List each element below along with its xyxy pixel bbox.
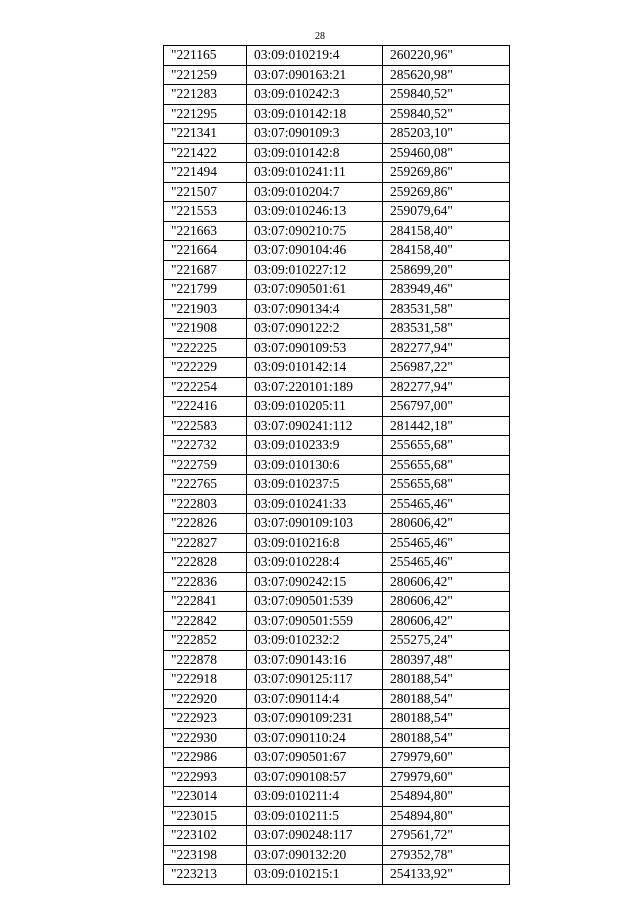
amount-cell: 280397,48" xyxy=(383,650,510,670)
id-cell: "222918 xyxy=(164,670,247,690)
cadastral-number-cell: 03:09:010211:5 xyxy=(247,806,383,826)
table-row xyxy=(164,826,510,846)
table-row xyxy=(164,455,510,475)
amount-cell: 280188,54" xyxy=(383,689,510,709)
table-row xyxy=(164,650,510,670)
id-cell: "221341 xyxy=(164,124,247,144)
table-row xyxy=(164,416,510,436)
amount-cell: 256987,22" xyxy=(383,358,510,378)
table-row xyxy=(164,104,510,124)
table-row xyxy=(164,533,510,553)
id-cell: "221165 xyxy=(164,46,247,66)
amount-cell: 280188,54" xyxy=(383,728,510,748)
id-cell: "222828 xyxy=(164,553,247,573)
id-cell: "223015 xyxy=(164,806,247,826)
amount-cell: 280606,42" xyxy=(383,514,510,534)
table-row xyxy=(164,709,510,729)
amount-cell: 255465,46" xyxy=(383,533,510,553)
id-cell: "222803 xyxy=(164,494,247,514)
amount-cell: 279979,60" xyxy=(383,767,510,787)
id-cell: "221259 xyxy=(164,65,247,85)
id-cell: "222841 xyxy=(164,592,247,612)
id-cell: "221687 xyxy=(164,260,247,280)
cadastral-number-cell: 03:09:010142:8 xyxy=(247,143,383,163)
cadastral-number-cell: 03:07:090163:21 xyxy=(247,65,383,85)
cadastral-number-cell: 03:07:090210:75 xyxy=(247,221,383,241)
cadastral-number-cell: 03:09:010219:4 xyxy=(247,46,383,66)
id-cell: "221422 xyxy=(164,143,247,163)
amount-cell: 255655,68" xyxy=(383,475,510,495)
cadastral-number-cell: 03:07:090501:539 xyxy=(247,592,383,612)
table-row xyxy=(164,241,510,261)
cadastral-number-cell: 03:09:010241:11 xyxy=(247,163,383,183)
cadastral-number-cell: 03:09:010227:12 xyxy=(247,260,383,280)
id-cell: "222732 xyxy=(164,436,247,456)
id-cell: "221663 xyxy=(164,221,247,241)
cadastral-number-cell: 03:09:010241:33 xyxy=(247,494,383,514)
table-row xyxy=(164,494,510,514)
id-cell: "222836 xyxy=(164,572,247,592)
id-cell: "223198 xyxy=(164,845,247,865)
table-row xyxy=(164,845,510,865)
id-cell: "222827 xyxy=(164,533,247,553)
cadastral-number-cell: 03:09:010130:6 xyxy=(247,455,383,475)
cadastral-number-cell: 03:07:090501:61 xyxy=(247,280,383,300)
id-cell: "222842 xyxy=(164,611,247,631)
cadastral-number-cell: 03:09:010142:18 xyxy=(247,104,383,124)
amount-cell: 254133,92" xyxy=(383,865,510,885)
table-row xyxy=(164,611,510,631)
cadastral-number-cell: 03:09:010204:7 xyxy=(247,182,383,202)
table-row xyxy=(164,85,510,105)
table-row xyxy=(164,202,510,222)
id-cell: "221664 xyxy=(164,241,247,261)
table-row xyxy=(164,65,510,85)
table-row xyxy=(164,728,510,748)
cadastral-number-cell: 03:07:090241:112 xyxy=(247,416,383,436)
cadastral-number-cell: 03:07:090109:103 xyxy=(247,514,383,534)
amount-cell: 284158,40" xyxy=(383,241,510,261)
table-row xyxy=(164,221,510,241)
amount-cell: 279352,78" xyxy=(383,845,510,865)
cadastral-number-cell: 03:07:090109:231 xyxy=(247,709,383,729)
id-cell: "222878 xyxy=(164,650,247,670)
amount-cell: 255275,24" xyxy=(383,631,510,651)
amount-cell: 259269,86" xyxy=(383,163,510,183)
table-row xyxy=(164,436,510,456)
amount-cell: 259079,64" xyxy=(383,202,510,222)
data-table xyxy=(163,45,510,885)
amount-cell: 259460,08" xyxy=(383,143,510,163)
page-number: 28 xyxy=(315,31,325,42)
amount-cell: 280188,54" xyxy=(383,709,510,729)
table-row xyxy=(164,163,510,183)
cadastral-number-cell: 03:07:090143:16 xyxy=(247,650,383,670)
id-cell: "223213 xyxy=(164,865,247,885)
table-row xyxy=(164,280,510,300)
cadastral-number-cell: 03:07:090109:53 xyxy=(247,338,383,358)
cadastral-number-cell: 03:07:090122:2 xyxy=(247,319,383,339)
cadastral-number-cell: 03:09:010216:8 xyxy=(247,533,383,553)
id-cell: "223102 xyxy=(164,826,247,846)
id-cell: "221908 xyxy=(164,319,247,339)
table-row xyxy=(164,553,510,573)
table-row xyxy=(164,182,510,202)
amount-cell: 258699,20" xyxy=(383,260,510,280)
cadastral-number-cell: 03:07:090109:3 xyxy=(247,124,383,144)
amount-cell: 259840,52" xyxy=(383,85,510,105)
table-row xyxy=(164,299,510,319)
cadastral-number-cell: 03:07:090125:117 xyxy=(247,670,383,690)
table-row xyxy=(164,689,510,709)
amount-cell: 259269,86" xyxy=(383,182,510,202)
table-row xyxy=(164,572,510,592)
cadastral-number-cell: 03:07:090132:20 xyxy=(247,845,383,865)
table-row xyxy=(164,124,510,144)
table-row xyxy=(164,358,510,378)
amount-cell: 280188,54" xyxy=(383,670,510,690)
amount-cell: 280606,42" xyxy=(383,611,510,631)
amount-cell: 283531,58" xyxy=(383,299,510,319)
id-cell: "222826 xyxy=(164,514,247,534)
amount-cell: 255655,68" xyxy=(383,436,510,456)
amount-cell: 280606,42" xyxy=(383,572,510,592)
cadastral-number-cell: 03:09:010228:4 xyxy=(247,553,383,573)
table-row xyxy=(164,514,510,534)
id-cell: "222759 xyxy=(164,455,247,475)
cadastral-number-cell: 03:09:010205:11 xyxy=(247,397,383,417)
table-row xyxy=(164,670,510,690)
table-row xyxy=(164,377,510,397)
id-cell: "222920 xyxy=(164,689,247,709)
amount-cell: 285620,98" xyxy=(383,65,510,85)
cadastral-number-cell: 03:09:010142:14 xyxy=(247,358,383,378)
id-cell: "222986 xyxy=(164,748,247,768)
cadastral-number-cell: 03:09:010242:3 xyxy=(247,85,383,105)
id-cell: "222852 xyxy=(164,631,247,651)
cadastral-number-cell: 03:07:090501:559 xyxy=(247,611,383,631)
amount-cell: 282277,94" xyxy=(383,338,510,358)
table-row xyxy=(164,865,510,885)
table-row xyxy=(164,397,510,417)
table-row xyxy=(164,806,510,826)
amount-cell: 255465,46" xyxy=(383,553,510,573)
id-cell: "221295 xyxy=(164,104,247,124)
table-row xyxy=(164,748,510,768)
table-row xyxy=(164,338,510,358)
id-cell: "223014 xyxy=(164,787,247,807)
cadastral-number-cell: 03:07:090108:57 xyxy=(247,767,383,787)
amount-cell: 280606,42" xyxy=(383,592,510,612)
amount-cell: 279561,72" xyxy=(383,826,510,846)
amount-cell: 254894,80" xyxy=(383,806,510,826)
amount-cell: 260220,96" xyxy=(383,46,510,66)
id-cell: "222254 xyxy=(164,377,247,397)
cadastral-number-cell: 03:09:010246:13 xyxy=(247,202,383,222)
amount-cell: 254894,80" xyxy=(383,787,510,807)
amount-cell: 259840,52" xyxy=(383,104,510,124)
id-cell: "222923 xyxy=(164,709,247,729)
cadastral-number-cell: 03:07:090110:24 xyxy=(247,728,383,748)
id-cell: "222225 xyxy=(164,338,247,358)
cadastral-number-cell: 03:07:090242:15 xyxy=(247,572,383,592)
cadastral-number-cell: 03:07:090248:117 xyxy=(247,826,383,846)
table-row xyxy=(164,475,510,495)
cadastral-number-cell: 03:09:010211:4 xyxy=(247,787,383,807)
cadastral-number-cell: 03:09:010237:5 xyxy=(247,475,383,495)
amount-cell: 255465,46" xyxy=(383,494,510,514)
cadastral-number-cell: 03:07:220101:189 xyxy=(247,377,383,397)
cadastral-number-cell: 03:07:090501:67 xyxy=(247,748,383,768)
table-row xyxy=(164,787,510,807)
amount-cell: 282277,94" xyxy=(383,377,510,397)
cadastral-number-cell: 03:09:010215:1 xyxy=(247,865,383,885)
amount-cell: 283531,58" xyxy=(383,319,510,339)
id-cell: "222765 xyxy=(164,475,247,495)
amount-cell: 284158,40" xyxy=(383,221,510,241)
table-row xyxy=(164,46,510,66)
id-cell: "221903 xyxy=(164,299,247,319)
amount-cell: 279979,60" xyxy=(383,748,510,768)
id-cell: "222993 xyxy=(164,767,247,787)
amount-cell: 285203,10" xyxy=(383,124,510,144)
cadastral-number-cell: 03:07:090134:4 xyxy=(247,299,383,319)
amount-cell: 256797,00" xyxy=(383,397,510,417)
table-row xyxy=(164,631,510,651)
id-cell: "221283 xyxy=(164,85,247,105)
table-body xyxy=(164,46,510,885)
amount-cell: 281442,18" xyxy=(383,416,510,436)
table-row xyxy=(164,319,510,339)
amount-cell: 255655,68" xyxy=(383,455,510,475)
id-cell: "221799 xyxy=(164,280,247,300)
id-cell: "222930 xyxy=(164,728,247,748)
id-cell: "221507 xyxy=(164,182,247,202)
id-cell: "222416 xyxy=(164,397,247,417)
cadastral-number-cell: 03:07:090114:4 xyxy=(247,689,383,709)
id-cell: "221494 xyxy=(164,163,247,183)
table-row xyxy=(164,592,510,612)
cadastral-number-cell: 03:07:090104:46 xyxy=(247,241,383,261)
cadastral-number-cell: 03:09:010232:2 xyxy=(247,631,383,651)
id-cell: "222583 xyxy=(164,416,247,436)
amount-cell: 283949,46" xyxy=(383,280,510,300)
id-cell: "221553 xyxy=(164,202,247,222)
cadastral-number-cell: 03:09:010233:9 xyxy=(247,436,383,456)
table-row xyxy=(164,260,510,280)
table-row xyxy=(164,143,510,163)
table-row xyxy=(164,767,510,787)
id-cell: "222229 xyxy=(164,358,247,378)
